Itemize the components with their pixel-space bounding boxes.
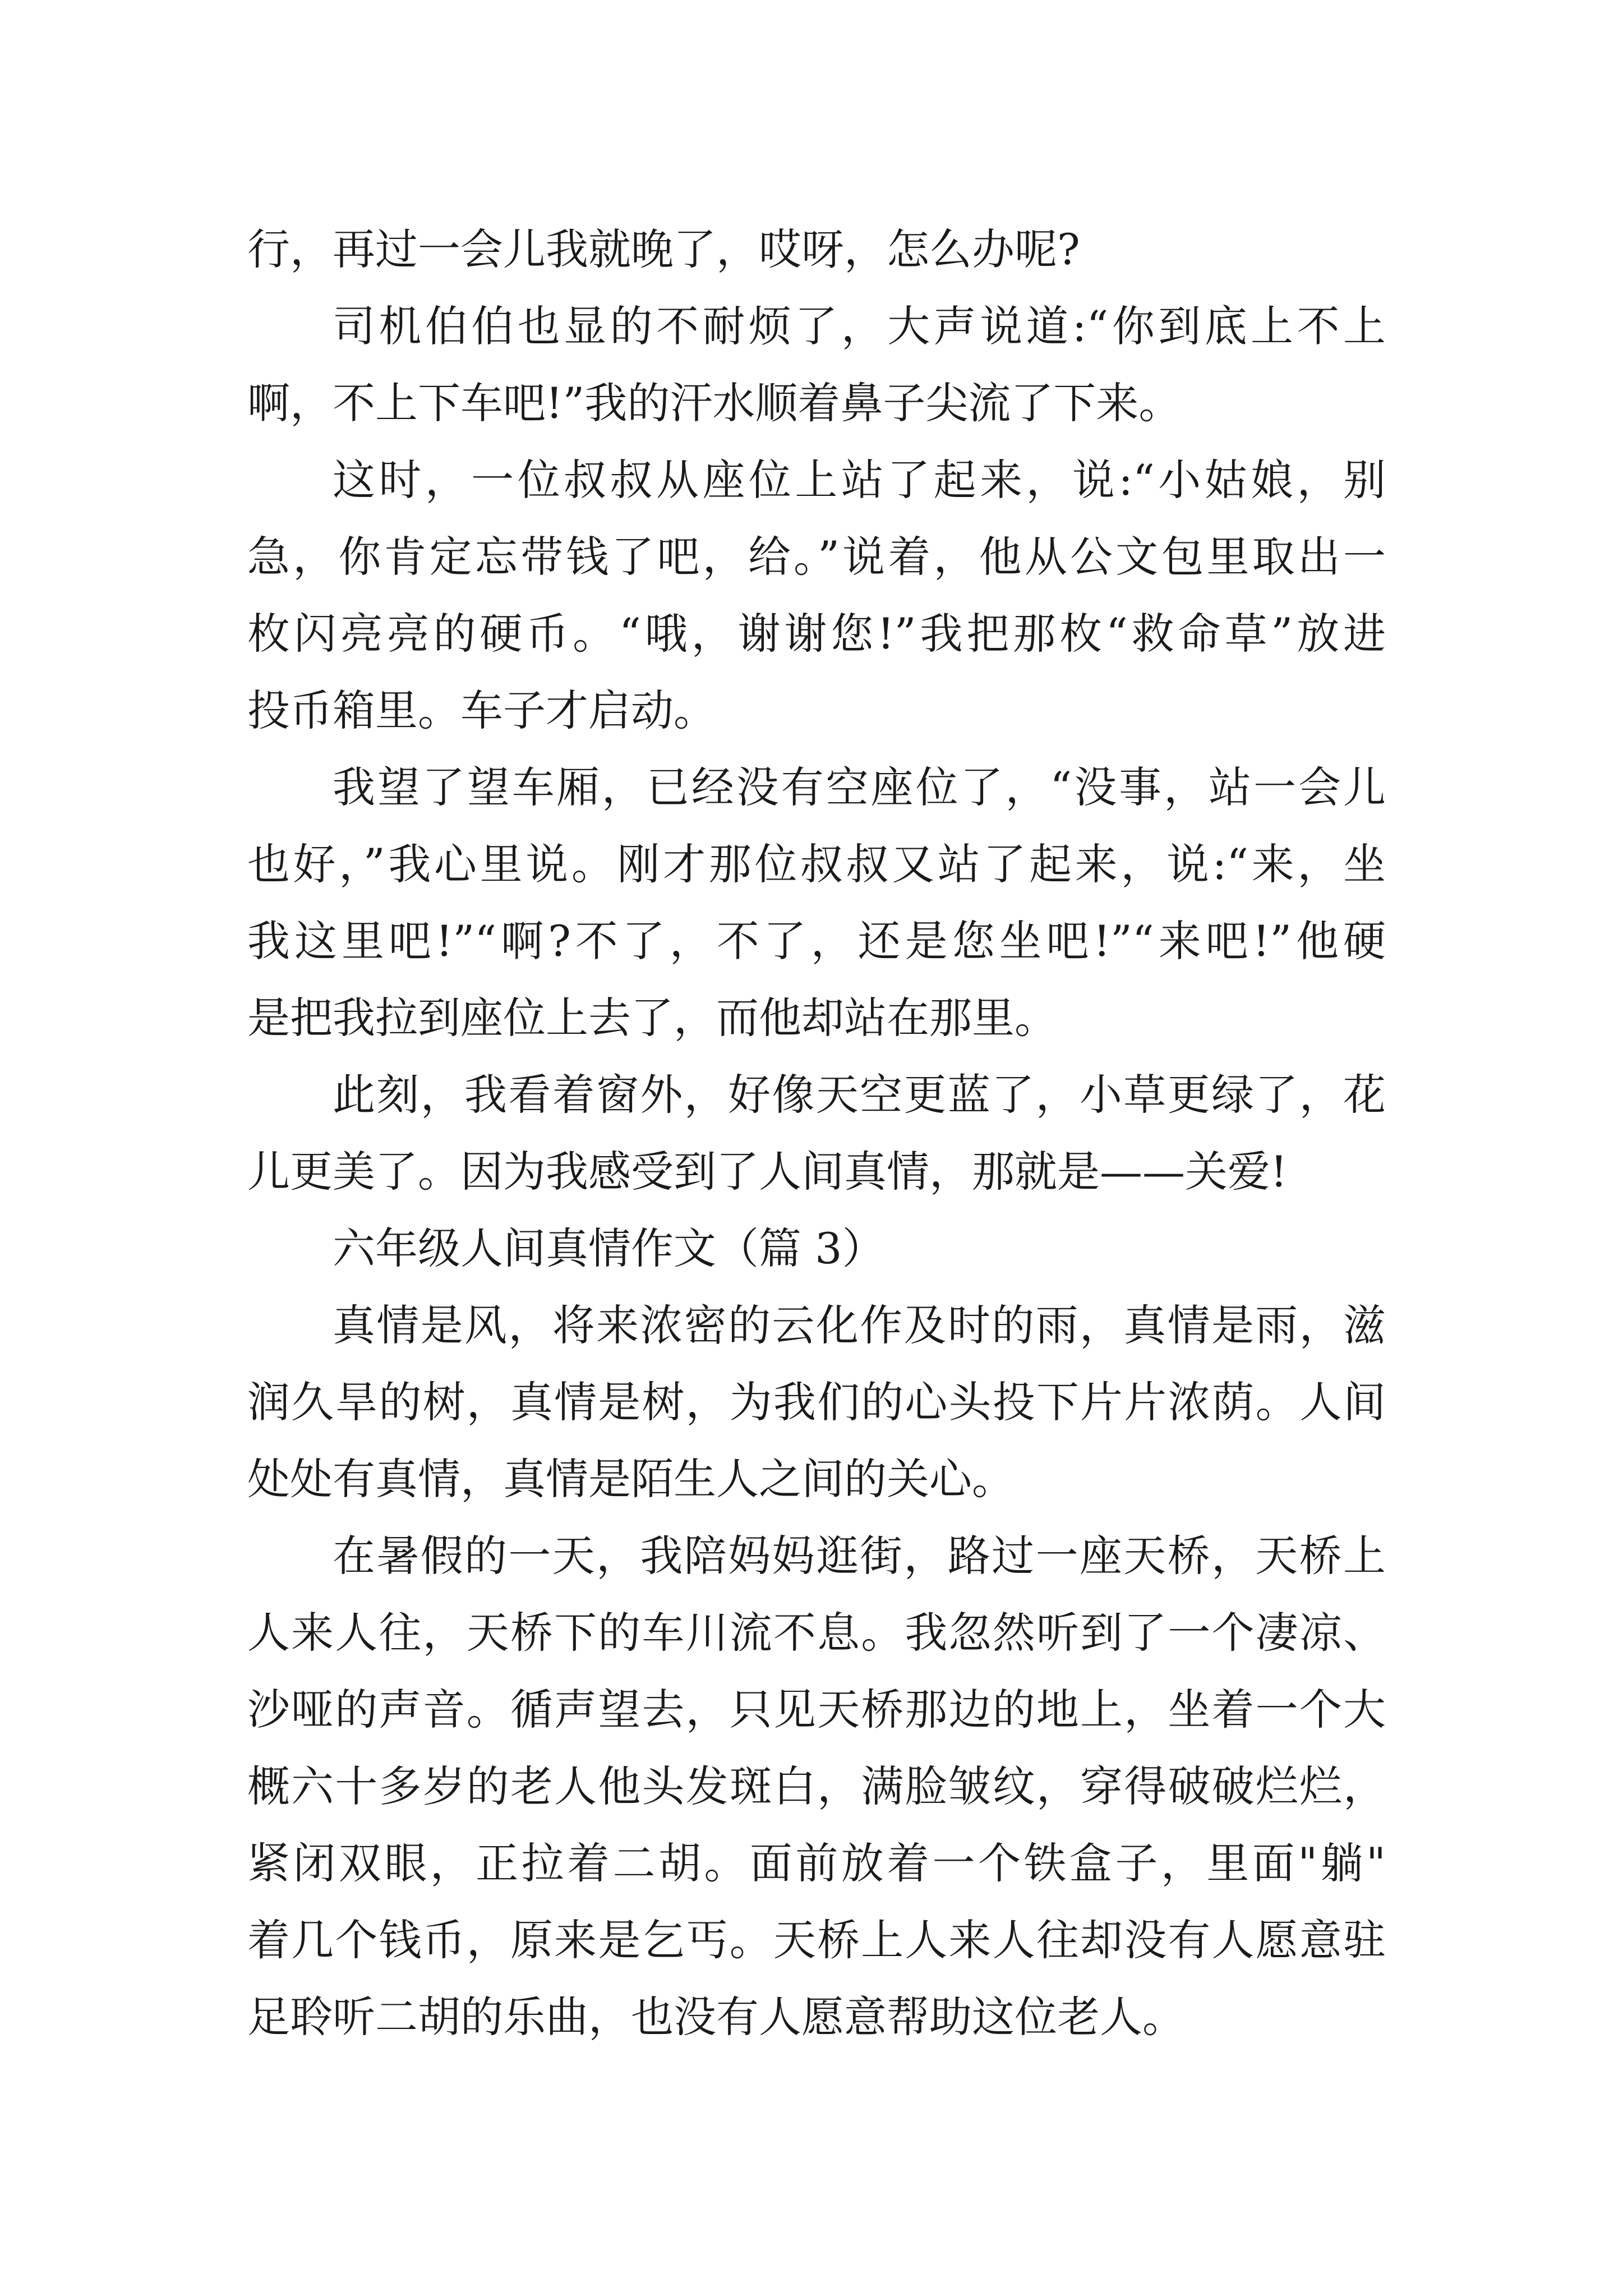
text-line: 沙哑的声音。循声望去，只见天桥那边的地上，坐着一个大 bbox=[247, 1685, 1386, 1734]
text-line: 人来人往，天桥下的车川流不息。我忽然听到了一个凄凉、 bbox=[247, 1608, 1386, 1658]
text-line: 这时，一位叔叔从座位上站了起来，说:“小姑娘，别 bbox=[333, 455, 1386, 505]
text-line: 是把我拉到座位上去了，而他却站在那里。 bbox=[247, 993, 1057, 1043]
text-line: 也好，”我心里说。刚才那位叔叔又站了起来，说:“来，坐 bbox=[247, 839, 1386, 889]
text-line: 处处有真情，真情是陌生人之间的关心。 bbox=[247, 1454, 1015, 1504]
text-line: 啊，不上下车吧!”我的汗水顺着鼻子尖流了下来。 bbox=[247, 378, 1182, 428]
text-line: 行，再过一会儿我就晚了，哎呀，怎么办呢? bbox=[247, 224, 1080, 274]
text-line: 紧闭双眼，正拉着二胡。面前放着一个铁盒子，里面"躺" bbox=[247, 1838, 1386, 1888]
text-line: 我这里吧!”“啊?不了，不了，还是您坐吧!”“来吧!”他硬 bbox=[247, 916, 1386, 966]
text-line: 投币箱里。车子才启动。 bbox=[247, 685, 716, 735]
text-line: 六年级人间真情作文（篇 3） bbox=[333, 1223, 885, 1273]
text-line: 此刻，我看着窗外，好像天空更蓝了，小草更绿了，花 bbox=[333, 1070, 1386, 1120]
text-line: 概六十多岁的老人他头发斑白，满脸皱纹，穿得破破烂烂， bbox=[247, 1761, 1386, 1811]
text-line: 着几个钱币，原来是乞丐。天桥上人来人往却没有人愿意驻 bbox=[247, 1915, 1386, 1965]
text-line: 足聆听二胡的乐曲，也没有人愿意帮助这位老人。 bbox=[247, 1992, 1185, 2042]
body-text bbox=[247, 211, 1386, 2055]
text-line: 真情是风，将来浓密的云化作及时的雨，真情是雨，滋 bbox=[333, 1300, 1386, 1350]
text-line: 枚闪亮亮的硬币。“哦，谢谢您!”我把那枚“救命草”放进 bbox=[247, 609, 1386, 659]
text-line: 儿更美了。因为我感受到了人间真情，那就是——关爱! bbox=[247, 1147, 1288, 1197]
text-line: 我望了望车厢，已经没有空座位了，“没事，站一会儿 bbox=[333, 762, 1386, 812]
text-line: 急，你肯定忘带钱了吧，给。”说着，他从公文包里取出一 bbox=[247, 532, 1386, 582]
text-line: 在暑假的一天，我陪妈妈逛街，路过一座天桥，天桥上 bbox=[333, 1531, 1386, 1581]
text-line: 润久旱的树，真情是树，为我们的心头投下片片浓荫。人间 bbox=[247, 1377, 1386, 1427]
text-line: 司机伯伯也显的不耐烦了，大声说道:“你到底上不上 bbox=[333, 301, 1386, 351]
